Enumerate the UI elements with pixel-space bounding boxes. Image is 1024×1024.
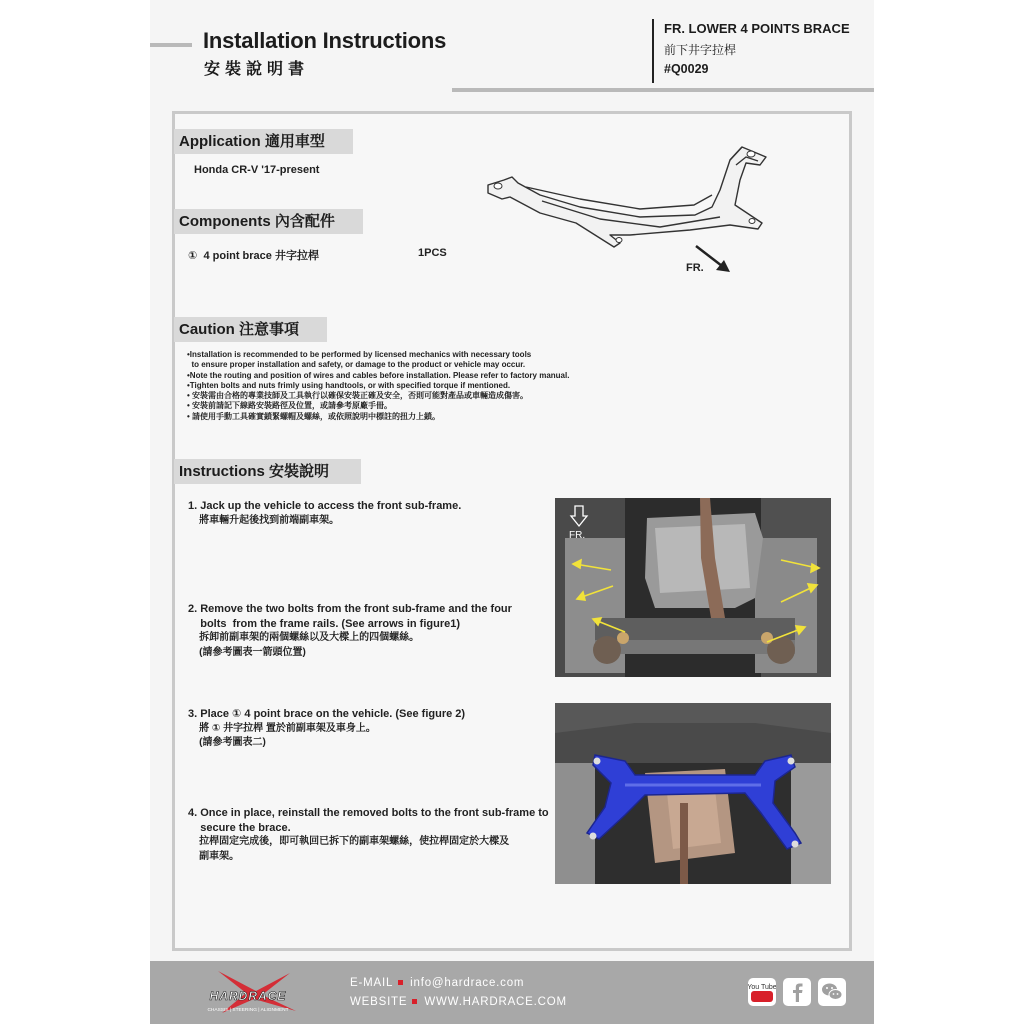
instruction-step-4	[188, 806, 549, 864]
components-heading	[174, 209, 363, 234]
document-title: Installation Instructions	[203, 28, 447, 53]
component-quantity: 1PCS	[418, 247, 447, 259]
components-heading-en: Components	[179, 213, 271, 230]
figure-2-photo	[555, 703, 831, 884]
instruction-step-2	[188, 602, 512, 660]
header-rule-right	[452, 88, 874, 92]
youtube-icon-graphic	[748, 978, 776, 1006]
components-heading-zh: 內含配件	[274, 212, 335, 230]
website-link[interactable]: WWW.HARDRACE.COM	[424, 996, 567, 1008]
caution-line: • 安裝需由合格的專業技師及工具執行以確保安裝正確及安全，否則可能對產品或車輛造成傷害。	[187, 391, 529, 401]
document-title-chinese: 安裝說明書	[204, 59, 310, 78]
wechat-icon[interactable]	[818, 978, 846, 1006]
step-3-text: 3. Place ① 4 point brace on the vehicle. (See figure 2)	[188, 708, 466, 720]
instruction-step-1	[188, 499, 461, 528]
caution-list	[187, 350, 569, 422]
header-rule-left	[150, 43, 192, 47]
step-2-text: 2. Remove the two bolts from the front sub-frame and the four bolts from the frame rails. (See arrows in figure1)	[188, 603, 512, 630]
component-name: 4 point brace 井字拉桿	[203, 250, 319, 262]
component-item	[188, 247, 319, 263]
header-divider	[652, 19, 654, 83]
instructions-heading-zh: 安裝說明	[269, 462, 330, 480]
step-3-text-chinese: 將 ① 井字拉桿 置於前副車架及車身上。 (請參考圖表二)	[199, 722, 376, 748]
website-label: WEBSITE	[350, 996, 408, 1008]
email-label: E-MAIL	[350, 977, 394, 989]
brace-line-drawing	[480, 135, 780, 255]
caution-line: • 請使用手動工具確實鎖緊螺帽及螺絲，或依照說明中標註的扭力上鎖。	[187, 411, 441, 421]
instruction-step-3	[188, 707, 465, 751]
figure-1-arrows	[555, 498, 831, 677]
facebook-icon-graphic	[783, 978, 811, 1006]
caution-heading-zh: 注意事項	[239, 320, 300, 338]
website-bullet-icon	[412, 999, 417, 1004]
caution-line: •Installation is recommended to be performed by licensed mechanics with necessary tools	[187, 350, 532, 359]
instructions-heading-en: Instructions	[179, 463, 265, 480]
hardrace-logo	[178, 967, 318, 1017]
component-marker: ①	[188, 250, 198, 262]
figure-1-front-arrow-icon	[571, 506, 587, 526]
youtube-text: You Tube	[748, 984, 776, 991]
facebook-icon[interactable]	[783, 978, 811, 1006]
brand-name: HARDRACE	[209, 989, 287, 1003]
footer-website	[350, 996, 567, 1008]
brand-tagline: CHASSIS | STEERING | ALIGNMENT	[207, 1008, 289, 1013]
product-name-chinese: 前下井字拉桿	[664, 43, 737, 57]
application-heading-en: Application	[179, 133, 261, 150]
email-bullet-icon	[398, 980, 403, 985]
instructions-heading	[174, 459, 361, 484]
email-link[interactable]: info@hardrace.com	[410, 977, 525, 989]
part-number: #Q0029	[664, 62, 709, 76]
product-name: FR. LOWER 4 POINTS BRACE	[664, 21, 850, 36]
caution-line: to ensure proper installation and safety, or damage to the product or vehicle may occur.	[187, 360, 526, 370]
caution-heading-en: Caution	[179, 321, 235, 338]
caution-line: •Tighten bolts and nuts frimly using handtools, or with specified torque if mentioned.	[187, 380, 511, 390]
vehicle-application: Honda CR-V '17-present	[194, 164, 320, 176]
step-1-text-chinese: 將車輛升起後找到前端副車架。	[188, 514, 340, 526]
application-heading	[174, 129, 353, 154]
caution-line: •Note the routing and position of wires and cables before installation. Please refer to factory manual.	[187, 370, 570, 380]
step-4-text: 4. Once in place, reinstall the removed bolts to the front sub-frame to secure the brace.	[188, 807, 549, 834]
youtube-icon[interactable]	[748, 978, 776, 1006]
wechat-icon-graphic	[818, 978, 846, 1006]
step-1-text: 1. Jack up the vehicle to access the front sub-frame.	[188, 500, 462, 512]
caution-line: • 安裝前請記下線路安裝路徑及位置，或請參考原廠手冊。	[187, 401, 393, 411]
application-heading-zh: 適用車型	[264, 132, 325, 150]
caution-heading	[174, 317, 327, 342]
figure-2-illustration	[555, 703, 831, 884]
figure-1-photo	[555, 498, 831, 677]
footer-email	[350, 977, 524, 989]
step-4-text-chinese: 拉桿固定完成後，即可執回已拆下的副車架螺絲，使拉桿固定於大樑及 副車架。	[199, 836, 510, 862]
figure-1-front-label: FR.	[569, 530, 586, 541]
step-2-text-chinese: 拆卸前副車架的兩個螺絲以及大樑上的四個螺絲。 (請參考圖表一箭頭位置)	[199, 632, 420, 658]
front-direction-label: FR.	[686, 262, 704, 274]
